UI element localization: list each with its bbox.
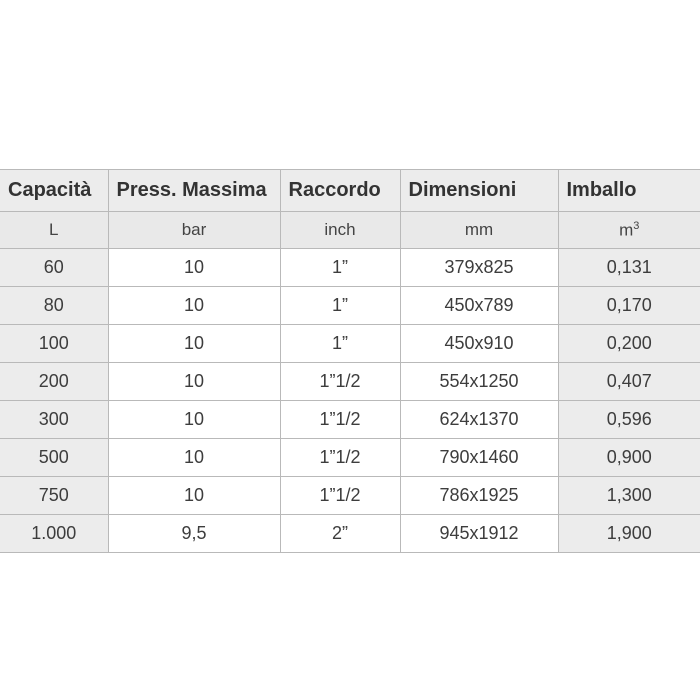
cell-dimensioni: 624x1370	[400, 401, 558, 439]
cell-capacita: 100	[0, 325, 108, 363]
table-row	[0, 249, 700, 287]
column-unit-imballo	[558, 212, 700, 249]
cell-imballo: 0,131	[558, 249, 700, 287]
cell-pressione: 10	[108, 249, 280, 287]
table-body	[0, 249, 700, 553]
table-row	[0, 287, 700, 325]
cell-capacita: 750	[0, 477, 108, 515]
table-header-row-units	[0, 212, 700, 249]
column-unit-imballo-text: m	[619, 220, 634, 240]
column-unit-capacita: L	[0, 212, 108, 249]
column-header-dimensioni: Dimensioni	[400, 170, 558, 212]
cell-imballo: 0,407	[558, 363, 700, 401]
table-row	[0, 515, 700, 553]
table-row	[0, 325, 700, 363]
cell-pressione: 10	[108, 439, 280, 477]
cell-imballo: 0,200	[558, 325, 700, 363]
table-header-row-labels	[0, 170, 700, 212]
table-header	[0, 170, 700, 249]
column-header-pressione: Press. Massima	[108, 170, 280, 212]
specifications-table	[0, 169, 700, 553]
column-unit-pressione: bar	[108, 212, 280, 249]
cell-capacita: 1.000	[0, 515, 108, 553]
table-row	[0, 439, 700, 477]
cell-pressione: 10	[108, 325, 280, 363]
cell-dimensioni: 450x789	[400, 287, 558, 325]
column-unit-raccordo: inch	[280, 212, 400, 249]
cell-pressione: 10	[108, 477, 280, 515]
table-row	[0, 401, 700, 439]
cell-capacita: 500	[0, 439, 108, 477]
cell-pressione: 10	[108, 363, 280, 401]
column-header-raccordo: Raccordo	[280, 170, 400, 212]
cell-imballo: 0,170	[558, 287, 700, 325]
cell-imballo: 0,596	[558, 401, 700, 439]
cell-dimensioni: 786x1925	[400, 477, 558, 515]
cell-dimensioni: 790x1460	[400, 439, 558, 477]
cell-dimensioni: 450x910	[400, 325, 558, 363]
column-header-capacita: Capacità	[0, 170, 108, 212]
cell-capacita: 200	[0, 363, 108, 401]
cell-pressione: 9,5	[108, 515, 280, 553]
cell-imballo: 1,900	[558, 515, 700, 553]
table-row	[0, 363, 700, 401]
specifications-table-container	[0, 169, 700, 553]
cell-raccordo: 1”1/2	[280, 477, 400, 515]
cell-capacita: 60	[0, 249, 108, 287]
column-unit-dimensioni: mm	[400, 212, 558, 249]
cell-raccordo: 1”	[280, 325, 400, 363]
cell-raccordo: 1”1/2	[280, 439, 400, 477]
column-header-imballo: Imballo	[558, 170, 700, 212]
cell-raccordo: 1”	[280, 287, 400, 325]
table-row	[0, 477, 700, 515]
cell-raccordo: 1”	[280, 249, 400, 287]
cell-dimensioni: 945x1912	[400, 515, 558, 553]
cell-imballo: 1,300	[558, 477, 700, 515]
cell-dimensioni: 379x825	[400, 249, 558, 287]
cell-capacita: 300	[0, 401, 108, 439]
cell-imballo: 0,900	[558, 439, 700, 477]
cell-capacita: 80	[0, 287, 108, 325]
cell-pressione: 10	[108, 401, 280, 439]
cell-pressione: 10	[108, 287, 280, 325]
cell-dimensioni: 554x1250	[400, 363, 558, 401]
column-unit-imballo-exponent: 3	[633, 219, 640, 232]
cell-raccordo: 1”1/2	[280, 401, 400, 439]
cell-raccordo: 1”1/2	[280, 363, 400, 401]
cell-raccordo: 2”	[280, 515, 400, 553]
